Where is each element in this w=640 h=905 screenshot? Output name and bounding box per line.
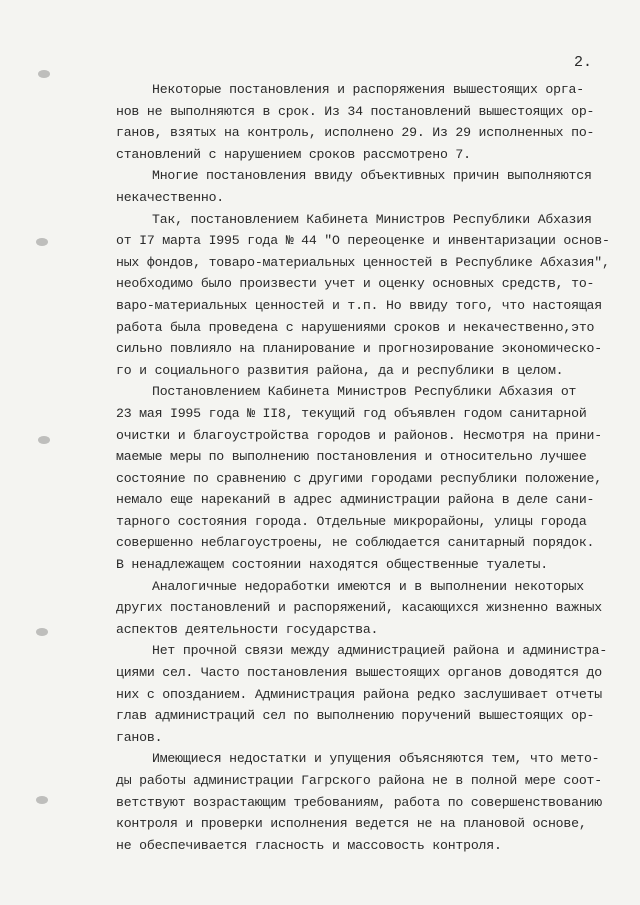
text-line: ветствуют возрастающим требованиям, работа по совершенствованию <box>116 794 602 810</box>
text-line: работа была проведена с нарушениями сроков и некачественно,это <box>116 319 595 335</box>
text-line: состояние по сравнению с другими городами республики положение, <box>116 470 602 486</box>
scan-smudge <box>38 70 50 78</box>
text-line: контроля и проверки исполнения ведется не на плановой основе, <box>116 816 587 832</box>
text-line: циями сел. Часто постановления вышестоящих органов доводятся до <box>116 665 602 681</box>
scan-smudge <box>36 238 48 246</box>
text-line: маемые меры по выполнению постановления и относительно лучшее <box>116 449 587 465</box>
text-line: 23 мая I995 года № II8, текущий год объявлен годом санитарной <box>116 405 587 421</box>
scan-smudge <box>36 628 48 636</box>
scan-smudge <box>38 436 50 444</box>
text-line: Нет прочной связи между администрацией района и администра- <box>152 643 608 659</box>
text-line: ганов. <box>116 729 163 745</box>
text-line: ных фондов, товаро-материальных ценностей в Республике Абхазия", <box>116 254 610 270</box>
text-line: Имеющиеся недостатки и упущения объясняются тем, что мето- <box>152 751 600 767</box>
text-line: некачественно. <box>116 189 224 205</box>
document-body <box>116 79 610 856</box>
text-line: Многие постановления ввиду объективных причин выполняются <box>152 168 592 184</box>
text-line: В ненадлежащем состоянии находятся общественные туалеты. <box>116 557 548 573</box>
text-line: Аналогичные недоработки имеются и в выполнении некоторых <box>152 578 584 594</box>
text-line: Так, постановлением Кабинета Министров Республики Абхазия <box>152 211 592 227</box>
page-number: 2. <box>574 54 593 71</box>
text-line: них с опозданием. Администрация района редко заслушивает отчеты <box>116 686 602 702</box>
text-line: ганов, взятых на контроль, исполнено 29. Из 29 исполненных по- <box>116 125 595 141</box>
text-line: Постановлением Кабинета Министров Республики Абхазия от <box>152 384 577 400</box>
text-line: становлений с нарушением сроков рассмотрено 7. <box>116 146 471 162</box>
text-line: глав администраций сел по выполнению поручений вышестоящих ор- <box>116 708 595 724</box>
text-line: ды работы администрации Гагрского района не в полной мере соот- <box>116 773 602 788</box>
text-line: го и социального развития района, да и республики в целом. <box>116 362 564 378</box>
text-line: нов не выполняются в срок. Из 34 постановлений вышестоящих ор- <box>116 103 595 119</box>
text-line: варо-материальных ценностей и т.п. Но ввиду того, что настоящая <box>116 297 602 313</box>
text-line: тарного состояния города. Отдельные микрорайоны, улицы города <box>116 513 587 529</box>
text-line: других постановлений и распоряжений, касающихся жизненно важных <box>116 600 602 616</box>
text-line: аспектов деятельности государства. <box>116 621 379 637</box>
scan-smudge <box>36 796 48 804</box>
text-line: немало еще нареканий в адрес администрации района в деле сани- <box>116 492 595 508</box>
text-line: не обеспечивается гласность и массовость контроля. <box>116 837 502 853</box>
text-line: очистки и благоустройства городов и районов. Несмотря на прини- <box>116 427 602 443</box>
text-line: Некоторые постановления и распоряжения вышестоящих орга- <box>152 82 584 97</box>
text-line: от I7 марта I995 года № 44 "О переоценке и инвентаризации основ- <box>116 233 610 249</box>
text-line: сильно повлияло на планирование и прогнозирование экономическо- <box>116 341 602 357</box>
text-line: совершенно неблагоустроены, не соблюдается санитарный порядок. <box>116 535 595 551</box>
text-line: необходимо было произвести учет и оценку основных средств, то- <box>116 276 595 292</box>
